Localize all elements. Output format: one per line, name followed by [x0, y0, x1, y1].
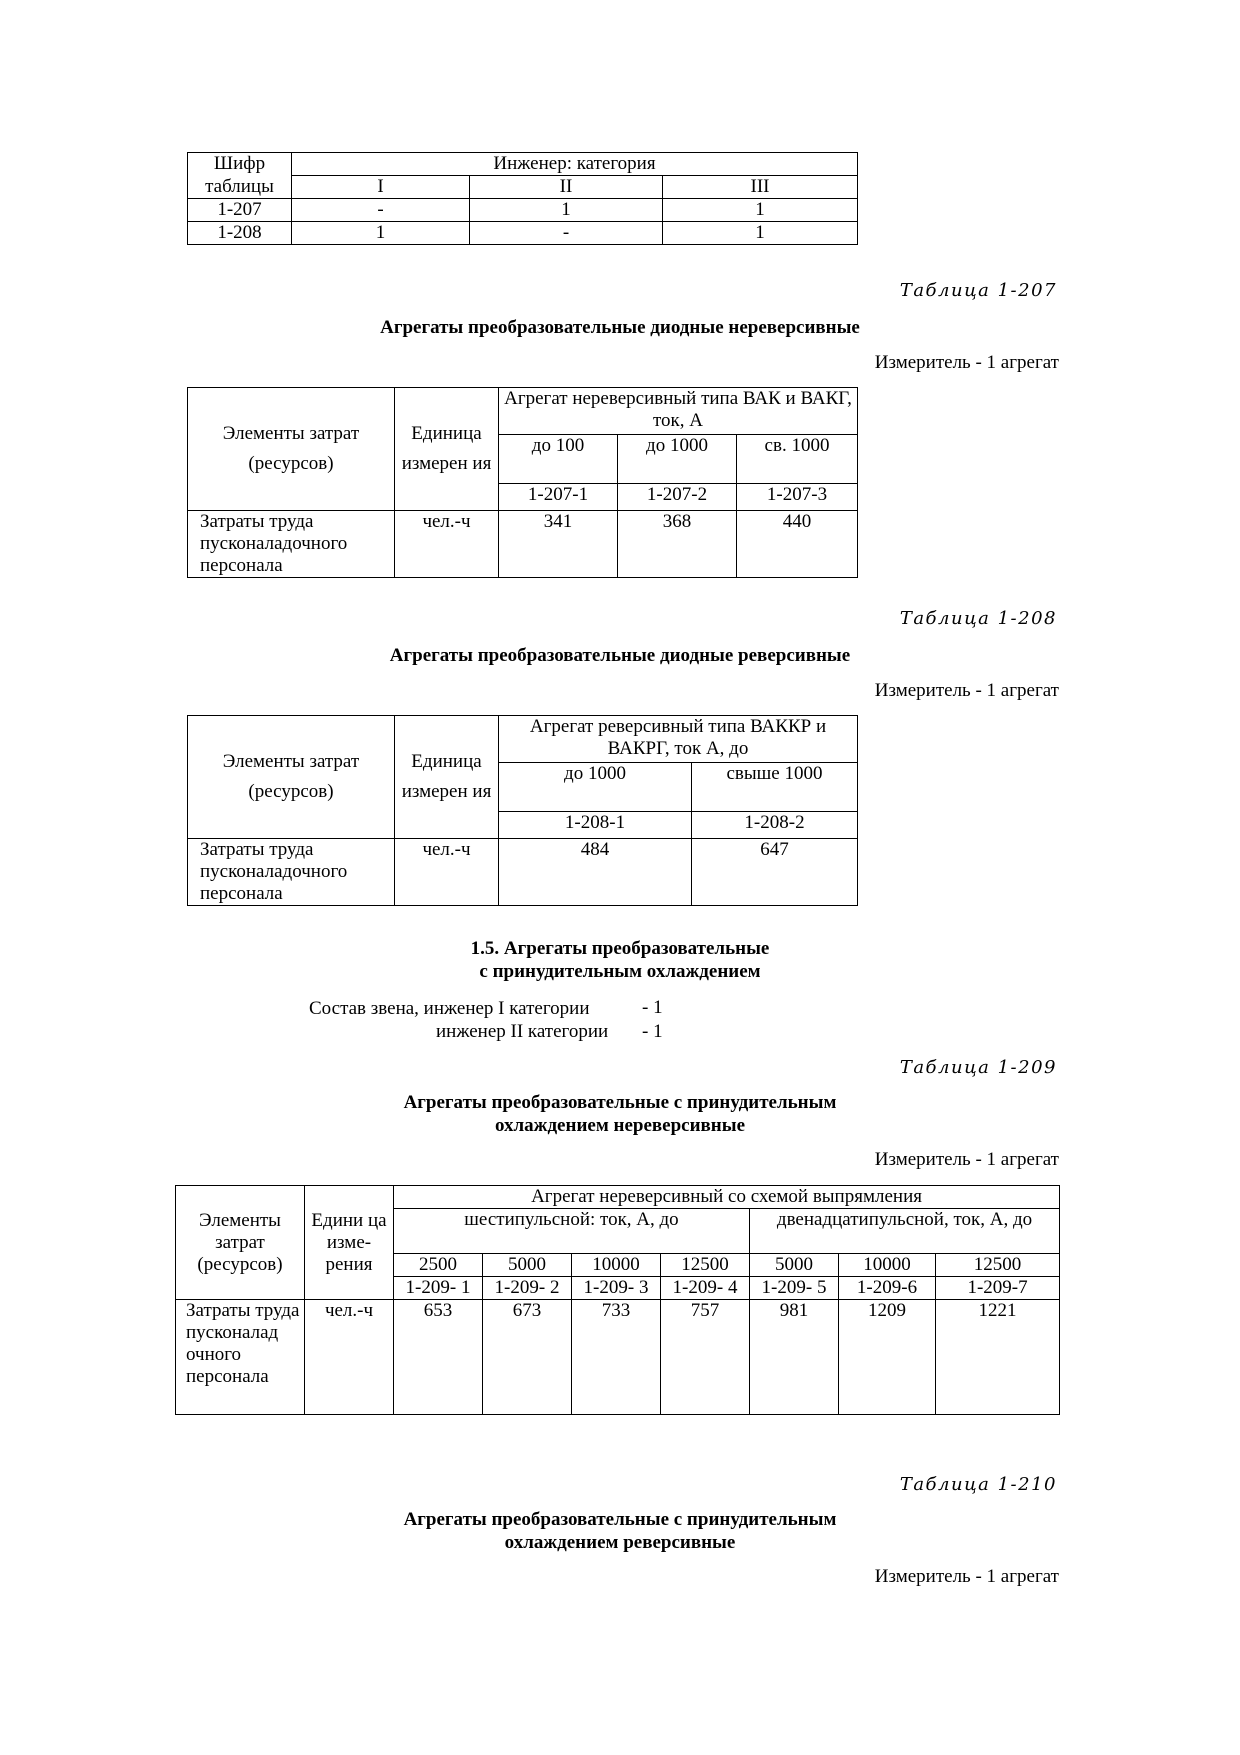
row-value: 733: [572, 1300, 661, 1415]
col-header: св. 1000: [737, 435, 858, 484]
table-title-1-210-line1: Агрегаты преобразовательные с принудительным: [403, 1509, 837, 1530]
header-unit: [395, 716, 499, 839]
header-unit: Едини ца изме- рения: [305, 1186, 394, 1300]
header-unit-line2: измерен ия: [401, 781, 492, 802]
table-title-1-209-line1: Агрегаты преобразовательные с принудительным: [403, 1092, 837, 1113]
table-row: [176, 1300, 1060, 1415]
header-group: Агрегат нереверсивный типа ВАК и ВАКГ, ток, А: [499, 388, 858, 435]
measure-1-208: Измеритель - 1 агрегат: [874, 680, 1059, 701]
measure-1-209: Измеритель - 1 агрегат: [874, 1149, 1059, 1170]
row-value: 673: [483, 1300, 572, 1415]
row-value: 1: [292, 222, 470, 245]
table-1-208: [187, 715, 858, 906]
row-value: 1209: [839, 1300, 936, 1415]
header-unit-line1: Единица: [411, 751, 482, 772]
table-caption-1-209: Таблица 1-209: [899, 1057, 1057, 1078]
header-unit-line1: Единица: [411, 423, 482, 444]
section-heading-line1: 1.5. Агрегаты преобразовательные: [470, 938, 770, 959]
table-caption-1-207: Таблица 1-207: [899, 280, 1057, 301]
engineer-category-table: [187, 152, 858, 245]
table-title-1-209-line2: охлаждением нереверсивные: [494, 1115, 746, 1136]
header-elements: Элементы затрат (ресурсов): [176, 1186, 305, 1300]
col-header: до 1000: [499, 763, 692, 812]
crew-label-1: Состав звена, инженер I категории: [309, 998, 590, 1019]
col-code: 1-208-1: [499, 812, 692, 839]
header-six-pulse: шестипульсной: ток, А, до: [394, 1209, 750, 1254]
header-unit-line2: измерен ия: [401, 453, 492, 474]
table-1-209: [175, 1185, 1060, 1415]
header-group: Агрегат нереверсивный со схемой выпрямления: [394, 1186, 1060, 1209]
table-row: [188, 199, 858, 222]
table-row: [188, 839, 858, 906]
table-title-1-210-line2: охлаждением реверсивные: [504, 1532, 736, 1553]
row-value: 981: [750, 1300, 839, 1415]
measure-1-207: Измеритель - 1 агрегат: [874, 352, 1059, 373]
table-title-1-208: Агрегаты преобразовательные диодные реверсивные: [389, 645, 851, 666]
row-code: 1-208: [188, 222, 292, 245]
col-header: до 1000: [618, 435, 737, 484]
col-code: 1-209- 1: [394, 1277, 483, 1300]
header-twelve-pulse: двенадцатипульсной, ток, А, до: [750, 1209, 1060, 1254]
header-code-2: таблицы: [188, 176, 292, 199]
col-code: 1-207-1: [499, 484, 618, 511]
crew-value-2: - 1: [642, 1021, 663, 1042]
row-value: 1: [663, 222, 858, 245]
table-1-207: [187, 387, 858, 578]
col-code: 1-209- 5: [750, 1277, 839, 1300]
table-row: [188, 222, 858, 245]
col-code: 1-209- 3: [572, 1277, 661, 1300]
row-value: 757: [661, 1300, 750, 1415]
col-code: 1-209-7: [936, 1277, 1060, 1300]
row-value: 647: [692, 839, 858, 906]
crew-composition: [309, 997, 590, 1021]
row-unit: чел.-ч: [305, 1300, 394, 1415]
header-code: Шифр: [188, 153, 292, 176]
row-value: 440: [737, 511, 858, 578]
col-header: 5000: [750, 1254, 839, 1277]
header-elements-line1: Элементы затрат: [222, 423, 360, 444]
col-header: 10000: [839, 1254, 936, 1277]
header-cat-3: III: [663, 176, 858, 199]
row-value: 341: [499, 511, 618, 578]
header-elements-line1: Элементы затрат: [222, 751, 360, 772]
table-title-1-207: Агрегаты преобразовательные диодные нереверсивные: [380, 317, 860, 338]
col-header: до 100: [499, 435, 618, 484]
col-header: 10000: [572, 1254, 661, 1277]
crew-label-2: инженер II категории: [436, 1021, 609, 1042]
row-value: -: [470, 222, 663, 245]
col-code: 1-207-2: [618, 484, 737, 511]
table-row: [188, 511, 858, 578]
col-header: 5000: [483, 1254, 572, 1277]
table-caption-1-208: Таблица 1-208: [899, 608, 1057, 629]
section-heading-line2: с принудительным охлаждением: [479, 961, 761, 982]
row-code: 1-207: [188, 199, 292, 222]
header-elements: [188, 388, 395, 511]
row-value: 1: [663, 199, 858, 222]
col-code: 1-209-6: [839, 1277, 936, 1300]
col-code: 1-208-2: [692, 812, 858, 839]
col-code: 1-209- 4: [661, 1277, 750, 1300]
header-elements-line2: (ресурсов): [248, 781, 334, 802]
header-group: Агрегат реверсивный типа ВАККР и ВАКРГ, ток А, до: [499, 716, 858, 763]
header-cat-2: II: [470, 176, 663, 199]
col-header: 12500: [661, 1254, 750, 1277]
col-header: 2500: [394, 1254, 483, 1277]
row-label: Затраты труда пусконаладочного персонала: [188, 839, 395, 906]
col-header: свыше 1000: [692, 763, 858, 812]
col-header: 12500: [936, 1254, 1060, 1277]
header-elements: [188, 716, 395, 839]
row-value: 484: [499, 839, 692, 906]
row-value: 368: [618, 511, 737, 578]
col-code: 1-209- 2: [483, 1277, 572, 1300]
row-label: Затраты труда пусконаладочного персонала: [188, 511, 395, 578]
header-engineer-category: Инженер: категория: [292, 153, 858, 176]
measure-1-210: Измеритель - 1 агрегат: [874, 1566, 1059, 1587]
row-value: 1221: [936, 1300, 1060, 1415]
row-value: -: [292, 199, 470, 222]
row-unit: чел.-ч: [395, 511, 499, 578]
header-unit: [395, 388, 499, 511]
table-caption-1-210: Таблица 1-210: [899, 1474, 1057, 1495]
row-label: Затраты труда пусконалад очного персонала: [176, 1300, 305, 1415]
row-value: 1: [470, 199, 663, 222]
crew-value-1: - 1: [642, 997, 663, 1018]
header-cat-1: I: [292, 176, 470, 199]
row-value: 653: [394, 1300, 483, 1415]
col-code: 1-207-3: [737, 484, 858, 511]
row-unit: чел.-ч: [395, 839, 499, 906]
header-elements-line2: (ресурсов): [248, 453, 334, 474]
